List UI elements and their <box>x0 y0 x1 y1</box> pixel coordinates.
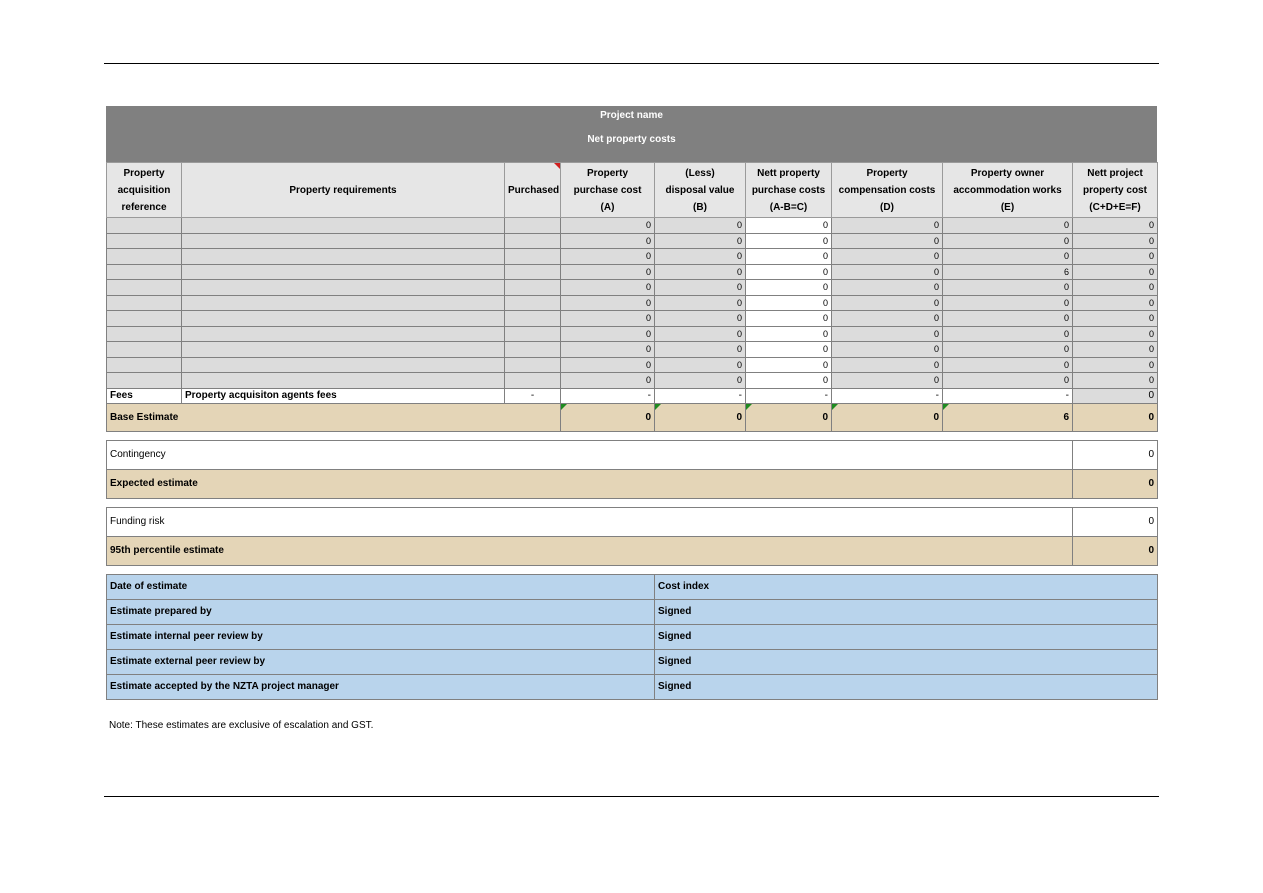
signoff-right[interactable]: Cost index <box>655 574 1158 599</box>
column-header-line1: Property owner <box>970 167 1045 179</box>
column-header-line1: Property <box>866 167 908 179</box>
table-cell-f[interactable]: 0 <box>1073 295 1158 311</box>
table-cell-e[interactable]: 0 <box>943 373 1073 389</box>
column-header-line3 <box>508 199 557 216</box>
table-cell[interactable] <box>505 233 561 249</box>
contingency-row <box>107 440 1158 469</box>
table-cell-d[interactable]: 0 <box>832 218 943 234</box>
property-costs-table <box>106 162 1158 432</box>
column-header-line1: Property <box>123 167 165 179</box>
table-cell[interactable] <box>107 326 182 342</box>
column-header-line3: (B) <box>693 201 707 213</box>
p95-estimate-row <box>107 536 1158 565</box>
table-cell[interactable] <box>107 373 182 389</box>
signoff-left[interactable]: Estimate internal peer review by <box>107 624 655 649</box>
table-cell[interactable] <box>505 264 561 280</box>
column-header-0 <box>107 163 182 218</box>
column-header-6 <box>832 163 943 218</box>
table-cell-e[interactable]: 0 <box>943 233 1073 249</box>
table-cell[interactable] <box>505 326 561 342</box>
signoff-right[interactable]: Signed <box>655 599 1158 624</box>
fees-e[interactable]: - <box>943 388 1073 403</box>
column-header-line3: reference <box>121 201 167 213</box>
comment-marker <box>655 404 661 410</box>
table-cell-d[interactable]: 0 <box>832 311 943 327</box>
table-cell-d[interactable]: 0 <box>832 280 943 296</box>
table-cell-b[interactable]: 0 <box>655 249 746 265</box>
table-cell[interactable] <box>505 249 561 265</box>
table-cell-d[interactable]: 0 <box>832 233 943 249</box>
column-header-line1: Nett project <box>1087 167 1143 179</box>
table-cell-f[interactable]: 0 <box>1073 264 1158 280</box>
table-cell[interactable] <box>182 311 505 327</box>
fees-purchased[interactable]: - <box>505 388 561 403</box>
expected-estimate-row <box>107 469 1158 498</box>
column-header-line1: Property <box>586 167 629 179</box>
column-header-line2: Purchased <box>508 184 560 196</box>
table-cell[interactable] <box>505 280 561 296</box>
signoff-row <box>107 624 1158 649</box>
column-header-line3: (A) <box>600 201 615 213</box>
column-header-row <box>107 163 1158 218</box>
signoff-table <box>106 574 1158 700</box>
funding-risk-row <box>107 507 1158 536</box>
table-cell-f[interactable]: 0 <box>1073 233 1158 249</box>
p95-estimate-label: 95th percentile estimate <box>107 536 1073 565</box>
expected-estimate-label: Expected estimate <box>107 469 1073 498</box>
base-estimate-label: Base Estimate <box>107 403 561 431</box>
table-cell[interactable] <box>182 280 505 296</box>
table-cell-c[interactable]: 0 <box>746 357 832 373</box>
column-header-line1 <box>508 165 557 182</box>
sheet-subtitle: Net property costs <box>587 134 676 145</box>
column-header-line3: (E) <box>1000 201 1015 213</box>
column-header-line2: property cost <box>1083 184 1147 196</box>
table-cell-b[interactable]: 0 <box>655 373 746 389</box>
table-cell-e[interactable]: 0 <box>943 326 1073 342</box>
column-header-1 <box>182 163 505 218</box>
column-header-line3: (A-B=C) <box>769 201 808 213</box>
table-cell[interactable] <box>182 264 505 280</box>
table-cell-b[interactable]: 0 <box>655 233 746 249</box>
fees-d[interactable]: - <box>832 388 943 403</box>
table-cell[interactable] <box>107 342 182 358</box>
table-cell-b[interactable]: 0 <box>655 342 746 358</box>
table-cell-b[interactable]: 0 <box>655 311 746 327</box>
table-cell-d[interactable]: 0 <box>832 249 943 265</box>
table-cell-c[interactable]: 0 <box>746 326 832 342</box>
base-a[interactable] <box>561 403 655 431</box>
comment-marker <box>832 404 838 410</box>
title-band <box>106 106 1157 162</box>
fees-requirement[interactable]: Property acquisiton agents fees <box>182 388 505 403</box>
fees-ref[interactable]: Fees <box>107 388 182 403</box>
base-b[interactable] <box>655 403 746 431</box>
table-cell[interactable] <box>182 357 505 373</box>
table-row <box>107 311 1158 327</box>
comment-marker <box>561 404 567 410</box>
table-cell[interactable] <box>182 249 505 265</box>
table-cell-f[interactable]: 0 <box>1073 342 1158 358</box>
column-header-line3: (D) <box>880 201 894 213</box>
table-cell[interactable] <box>107 264 182 280</box>
table-cell-f[interactable]: 0 <box>1073 357 1158 373</box>
funding-risk-value[interactable]: 0 <box>1073 507 1158 536</box>
table-cell[interactable] <box>107 218 182 234</box>
bottom-rule <box>104 796 1159 797</box>
table-cell-a[interactable]: 0 <box>561 373 655 389</box>
table-cell-e[interactable]: 6 <box>943 264 1073 280</box>
contingency-label: Contingency <box>107 440 1073 469</box>
fees-row <box>107 388 1158 403</box>
fees-f[interactable]: 0 <box>1073 388 1158 403</box>
table-row <box>107 373 1158 389</box>
table-cell[interactable] <box>107 233 182 249</box>
table-row <box>107 295 1158 311</box>
table-row <box>107 249 1158 265</box>
comment-marker <box>746 404 752 410</box>
table-cell-a[interactable]: 0 <box>561 280 655 296</box>
table-cell[interactable] <box>505 295 561 311</box>
table-cell-b[interactable]: 0 <box>655 326 746 342</box>
table-cell[interactable] <box>107 249 182 265</box>
signoff-row <box>107 649 1158 674</box>
funding-risk-table <box>106 507 1158 566</box>
table-cell-f[interactable]: 0 <box>1073 280 1158 296</box>
table-cell-c[interactable]: 0 <box>746 373 832 389</box>
p95-estimate-value[interactable]: 0 <box>1073 536 1158 565</box>
table-row <box>107 264 1158 280</box>
table-cell[interactable] <box>182 233 505 249</box>
fees-a[interactable]: - <box>561 388 655 403</box>
column-header-line2: acquisition <box>117 184 171 196</box>
data-rows <box>107 218 1158 389</box>
column-header-line2: accommodation works <box>953 184 1062 196</box>
table-cell[interactable] <box>505 218 561 234</box>
table-cell-f[interactable]: 0 <box>1073 326 1158 342</box>
table-cell-c[interactable]: 0 <box>746 264 832 280</box>
signoff-left[interactable]: Estimate accepted by the NZTA project manager <box>107 674 655 699</box>
base-b-value: 0 <box>736 411 742 423</box>
table-cell-d[interactable]: 0 <box>832 373 943 389</box>
column-header-line3: (C+D+E=F) <box>1089 201 1141 213</box>
base-c-value: 0 <box>822 411 828 423</box>
signoff-right[interactable]: Signed <box>655 674 1158 699</box>
signoff-left[interactable]: Estimate prepared by <box>107 599 655 624</box>
project-name: Project name <box>600 110 663 121</box>
table-cell[interactable] <box>182 218 505 234</box>
comment-marker <box>554 163 560 169</box>
column-header-2 <box>505 163 561 218</box>
column-header-7 <box>943 163 1073 218</box>
table-row <box>107 233 1158 249</box>
table-cell[interactable] <box>182 373 505 389</box>
table-cell-a[interactable]: 0 <box>561 311 655 327</box>
contingency-table <box>106 440 1158 499</box>
column-header-line1: (Less) <box>685 167 715 179</box>
table-cell-f[interactable]: 0 <box>1073 373 1158 389</box>
table-cell[interactable] <box>505 357 561 373</box>
base-c[interactable] <box>746 403 832 431</box>
table-cell-b[interactable]: 0 <box>655 218 746 234</box>
column-header-line2: compensation costs <box>838 184 936 196</box>
table-cell[interactable] <box>107 295 182 311</box>
table-cell-b[interactable]: 0 <box>655 295 746 311</box>
table-cell-d[interactable]: 0 <box>832 357 943 373</box>
table-cell[interactable] <box>182 342 505 358</box>
table-cell[interactable] <box>505 311 561 327</box>
funding-risk-label: Funding risk <box>107 507 1073 536</box>
column-header-3 <box>561 163 655 218</box>
expected-estimate-value[interactable]: 0 <box>1073 469 1158 498</box>
table-cell-a[interactable]: 0 <box>561 249 655 265</box>
table-cell[interactable] <box>107 311 182 327</box>
column-header-4 <box>655 163 746 218</box>
table-cell-a[interactable]: 0 <box>561 218 655 234</box>
column-header-line2: purchase costs <box>751 184 826 196</box>
column-header-line2: Property requirements <box>289 184 397 196</box>
table-cell[interactable] <box>505 342 561 358</box>
table-cell[interactable] <box>182 326 505 342</box>
comment-marker <box>943 404 949 410</box>
table-cell-e[interactable]: 0 <box>943 249 1073 265</box>
signoff-right[interactable]: Signed <box>655 624 1158 649</box>
fees-b[interactable]: - <box>655 388 746 403</box>
table-cell-d[interactable]: 0 <box>832 295 943 311</box>
table-cell-c[interactable]: 0 <box>746 249 832 265</box>
column-header-8 <box>1073 163 1158 218</box>
signoff-left[interactable]: Estimate external peer review by <box>107 649 655 674</box>
signoff-row <box>107 574 1158 599</box>
table-cell-d[interactable]: 0 <box>832 326 943 342</box>
base-f[interactable]: 0 <box>1073 403 1158 431</box>
table-row <box>107 218 1158 234</box>
table-cell-a[interactable]: 0 <box>561 233 655 249</box>
base-d-value: 0 <box>933 411 939 423</box>
fees-c[interactable]: - <box>746 388 832 403</box>
table-cell-d[interactable]: 0 <box>832 342 943 358</box>
column-header-line1 <box>185 165 501 182</box>
table-cell-b[interactable]: 0 <box>655 280 746 296</box>
table-cell-a[interactable]: 0 <box>561 264 655 280</box>
table-cell-a[interactable]: 0 <box>561 326 655 342</box>
base-estimate-row <box>107 403 1158 431</box>
table-cell[interactable] <box>505 373 561 389</box>
table-cell-b[interactable]: 0 <box>655 357 746 373</box>
table-cell-d[interactable]: 0 <box>832 264 943 280</box>
base-d[interactable] <box>832 403 943 431</box>
signoff-right[interactable]: Signed <box>655 649 1158 674</box>
table-cell-f[interactable]: 0 <box>1073 218 1158 234</box>
footnote: Note: These estimates are exclusive of escalation and GST. <box>109 720 374 731</box>
table-cell[interactable] <box>107 280 182 296</box>
table-cell-c[interactable]: 0 <box>746 233 832 249</box>
table-cell-e[interactable]: 0 <box>943 342 1073 358</box>
signoff-row <box>107 674 1158 699</box>
table-cell-f[interactable]: 0 <box>1073 249 1158 265</box>
table-cell-c[interactable]: 0 <box>746 295 832 311</box>
base-e[interactable] <box>943 403 1073 431</box>
table-cell-e[interactable]: 0 <box>943 357 1073 373</box>
column-header-line3 <box>185 199 501 216</box>
column-header-line2: disposal value <box>665 184 735 196</box>
column-header-line2: purchase cost <box>573 184 642 196</box>
table-row <box>107 280 1158 296</box>
table-cell[interactable] <box>107 357 182 373</box>
table-cell-b[interactable]: 0 <box>655 264 746 280</box>
signoff-left[interactable]: Date of estimate <box>107 574 655 599</box>
table-cell-e[interactable]: 0 <box>943 218 1073 234</box>
table-cell-a[interactable]: 0 <box>561 295 655 311</box>
table-cell-c[interactable]: 0 <box>746 311 832 327</box>
contingency-value[interactable]: 0 <box>1073 440 1158 469</box>
table-row <box>107 342 1158 358</box>
top-rule <box>104 63 1159 64</box>
table-cell-e[interactable]: 0 <box>943 295 1073 311</box>
table-cell[interactable] <box>182 295 505 311</box>
table-cell-c[interactable]: 0 <box>746 342 832 358</box>
table-row <box>107 357 1158 373</box>
table-cell-c[interactable]: 0 <box>746 280 832 296</box>
column-header-line1: Nett property <box>757 167 820 179</box>
property-cost-sheet <box>106 106 1157 700</box>
table-cell-f[interactable]: 0 <box>1073 311 1158 327</box>
base-a-value: 0 <box>645 411 651 423</box>
table-cell-a[interactable]: 0 <box>561 357 655 373</box>
table-cell-a[interactable]: 0 <box>561 342 655 358</box>
table-cell-e[interactable]: 0 <box>943 311 1073 327</box>
table-cell-c[interactable]: 0 <box>746 218 832 234</box>
table-row <box>107 326 1158 342</box>
table-cell-e[interactable]: 0 <box>943 280 1073 296</box>
base-e-value: 6 <box>1063 411 1069 423</box>
signoff-row <box>107 599 1158 624</box>
column-header-5 <box>746 163 832 218</box>
